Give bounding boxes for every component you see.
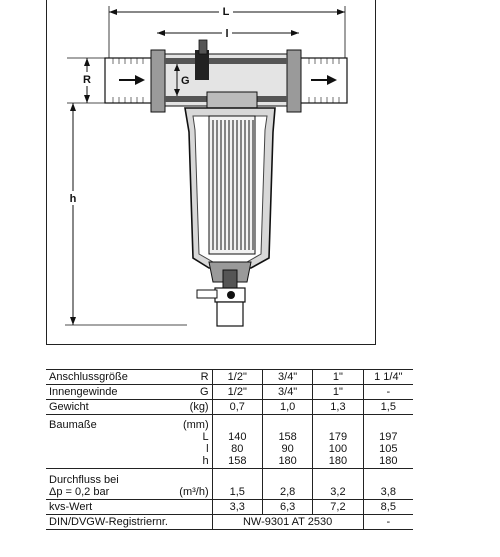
cell: 180 [278, 455, 297, 467]
row-symbol: (kg) [171, 400, 212, 415]
row-durchfluss [46, 469, 413, 500]
row-label: Gewicht [46, 400, 171, 415]
dim-R-label: R [83, 74, 91, 86]
cell: 100 [328, 443, 348, 455]
cell: 3,3 [212, 500, 262, 515]
cell: 1,3 [313, 400, 363, 415]
cell: 1/2" [212, 385, 262, 400]
cell: 2,8 [262, 469, 312, 500]
cell: 179 [328, 431, 348, 443]
dims-col-1 [212, 415, 262, 469]
flow-label-line1: Durchfluss bei [49, 474, 119, 486]
dimension-h [65, 103, 187, 325]
dims-sub-L: L [202, 431, 209, 443]
row-baumasse [46, 415, 413, 469]
cell: 140 [228, 431, 247, 443]
row-label: DIN/DVGW-Registriernr. [46, 515, 171, 530]
flow-label [46, 469, 171, 500]
cell: 80 [231, 443, 244, 455]
row-label: Innengewinde [46, 385, 171, 400]
cell: 6,3 [262, 500, 312, 515]
cell: 158 [278, 431, 297, 443]
drain-valve [197, 262, 251, 326]
row-anschluss [46, 370, 413, 385]
flow-unit: (m³/h) [171, 469, 212, 500]
row-symbol: R [171, 370, 212, 385]
row-gewicht [46, 400, 413, 415]
cell: 105 [379, 443, 398, 455]
cell: 180 [379, 455, 398, 467]
drawing-frame [46, 0, 376, 345]
filter-technical-drawing [47, 0, 377, 345]
cell: 0,7 [212, 400, 262, 415]
cell: 8,5 [363, 500, 413, 515]
cell: 3/4" [262, 370, 312, 385]
cell: 3,2 [313, 469, 363, 500]
row-label: kvs-Wert [46, 500, 171, 515]
cell: 90 [281, 443, 294, 455]
dimension-R [67, 58, 105, 103]
dims-sub-h: h [202, 455, 209, 467]
dimension-l [157, 26, 299, 40]
dims-col-3 [313, 415, 363, 469]
row-innengewinde [46, 385, 413, 400]
cell: 7,2 [313, 500, 363, 515]
specification-table [46, 369, 413, 530]
row-kvs [46, 500, 413, 515]
dim-L-label: L [222, 6, 230, 18]
row-label: Baumaße [46, 415, 171, 469]
cell: 1/2" [212, 370, 262, 385]
cell: 180 [328, 455, 348, 467]
dim-l-label: l [225, 28, 229, 40]
row-symbol: G [171, 385, 212, 400]
filter-housing [185, 92, 275, 268]
row-symbol [171, 500, 212, 515]
row-dvgw [46, 515, 413, 530]
dim-h-label: h [69, 193, 77, 205]
cell: 1,5 [363, 400, 413, 415]
dims-unit: (mm) [182, 419, 209, 431]
cell: 1,5 [212, 469, 262, 500]
cell: 1" [313, 385, 363, 400]
dims-col-2 [262, 415, 312, 469]
cell: - [363, 385, 413, 400]
cell: 197 [379, 431, 398, 443]
cell: 1,0 [262, 400, 312, 415]
cell: 3,8 [363, 469, 413, 500]
cell: 158 [228, 455, 247, 467]
dvgw-number: NW-9301 AT 2530 [212, 515, 363, 530]
cell: 1 1/4" [363, 370, 413, 385]
cell: 1" [313, 370, 363, 385]
dims-sub-l: l [206, 443, 209, 455]
cell: 3/4" [262, 385, 312, 400]
dim-G-label: G [181, 75, 190, 87]
flow-label-line2: Δp = 0,2 bar [49, 486, 110, 498]
dims-col-4 [363, 415, 413, 469]
row-symbol [171, 515, 212, 530]
cell: - [363, 515, 413, 530]
dims-symbols [171, 415, 212, 469]
row-label: Anschlussgröße [46, 370, 171, 385]
